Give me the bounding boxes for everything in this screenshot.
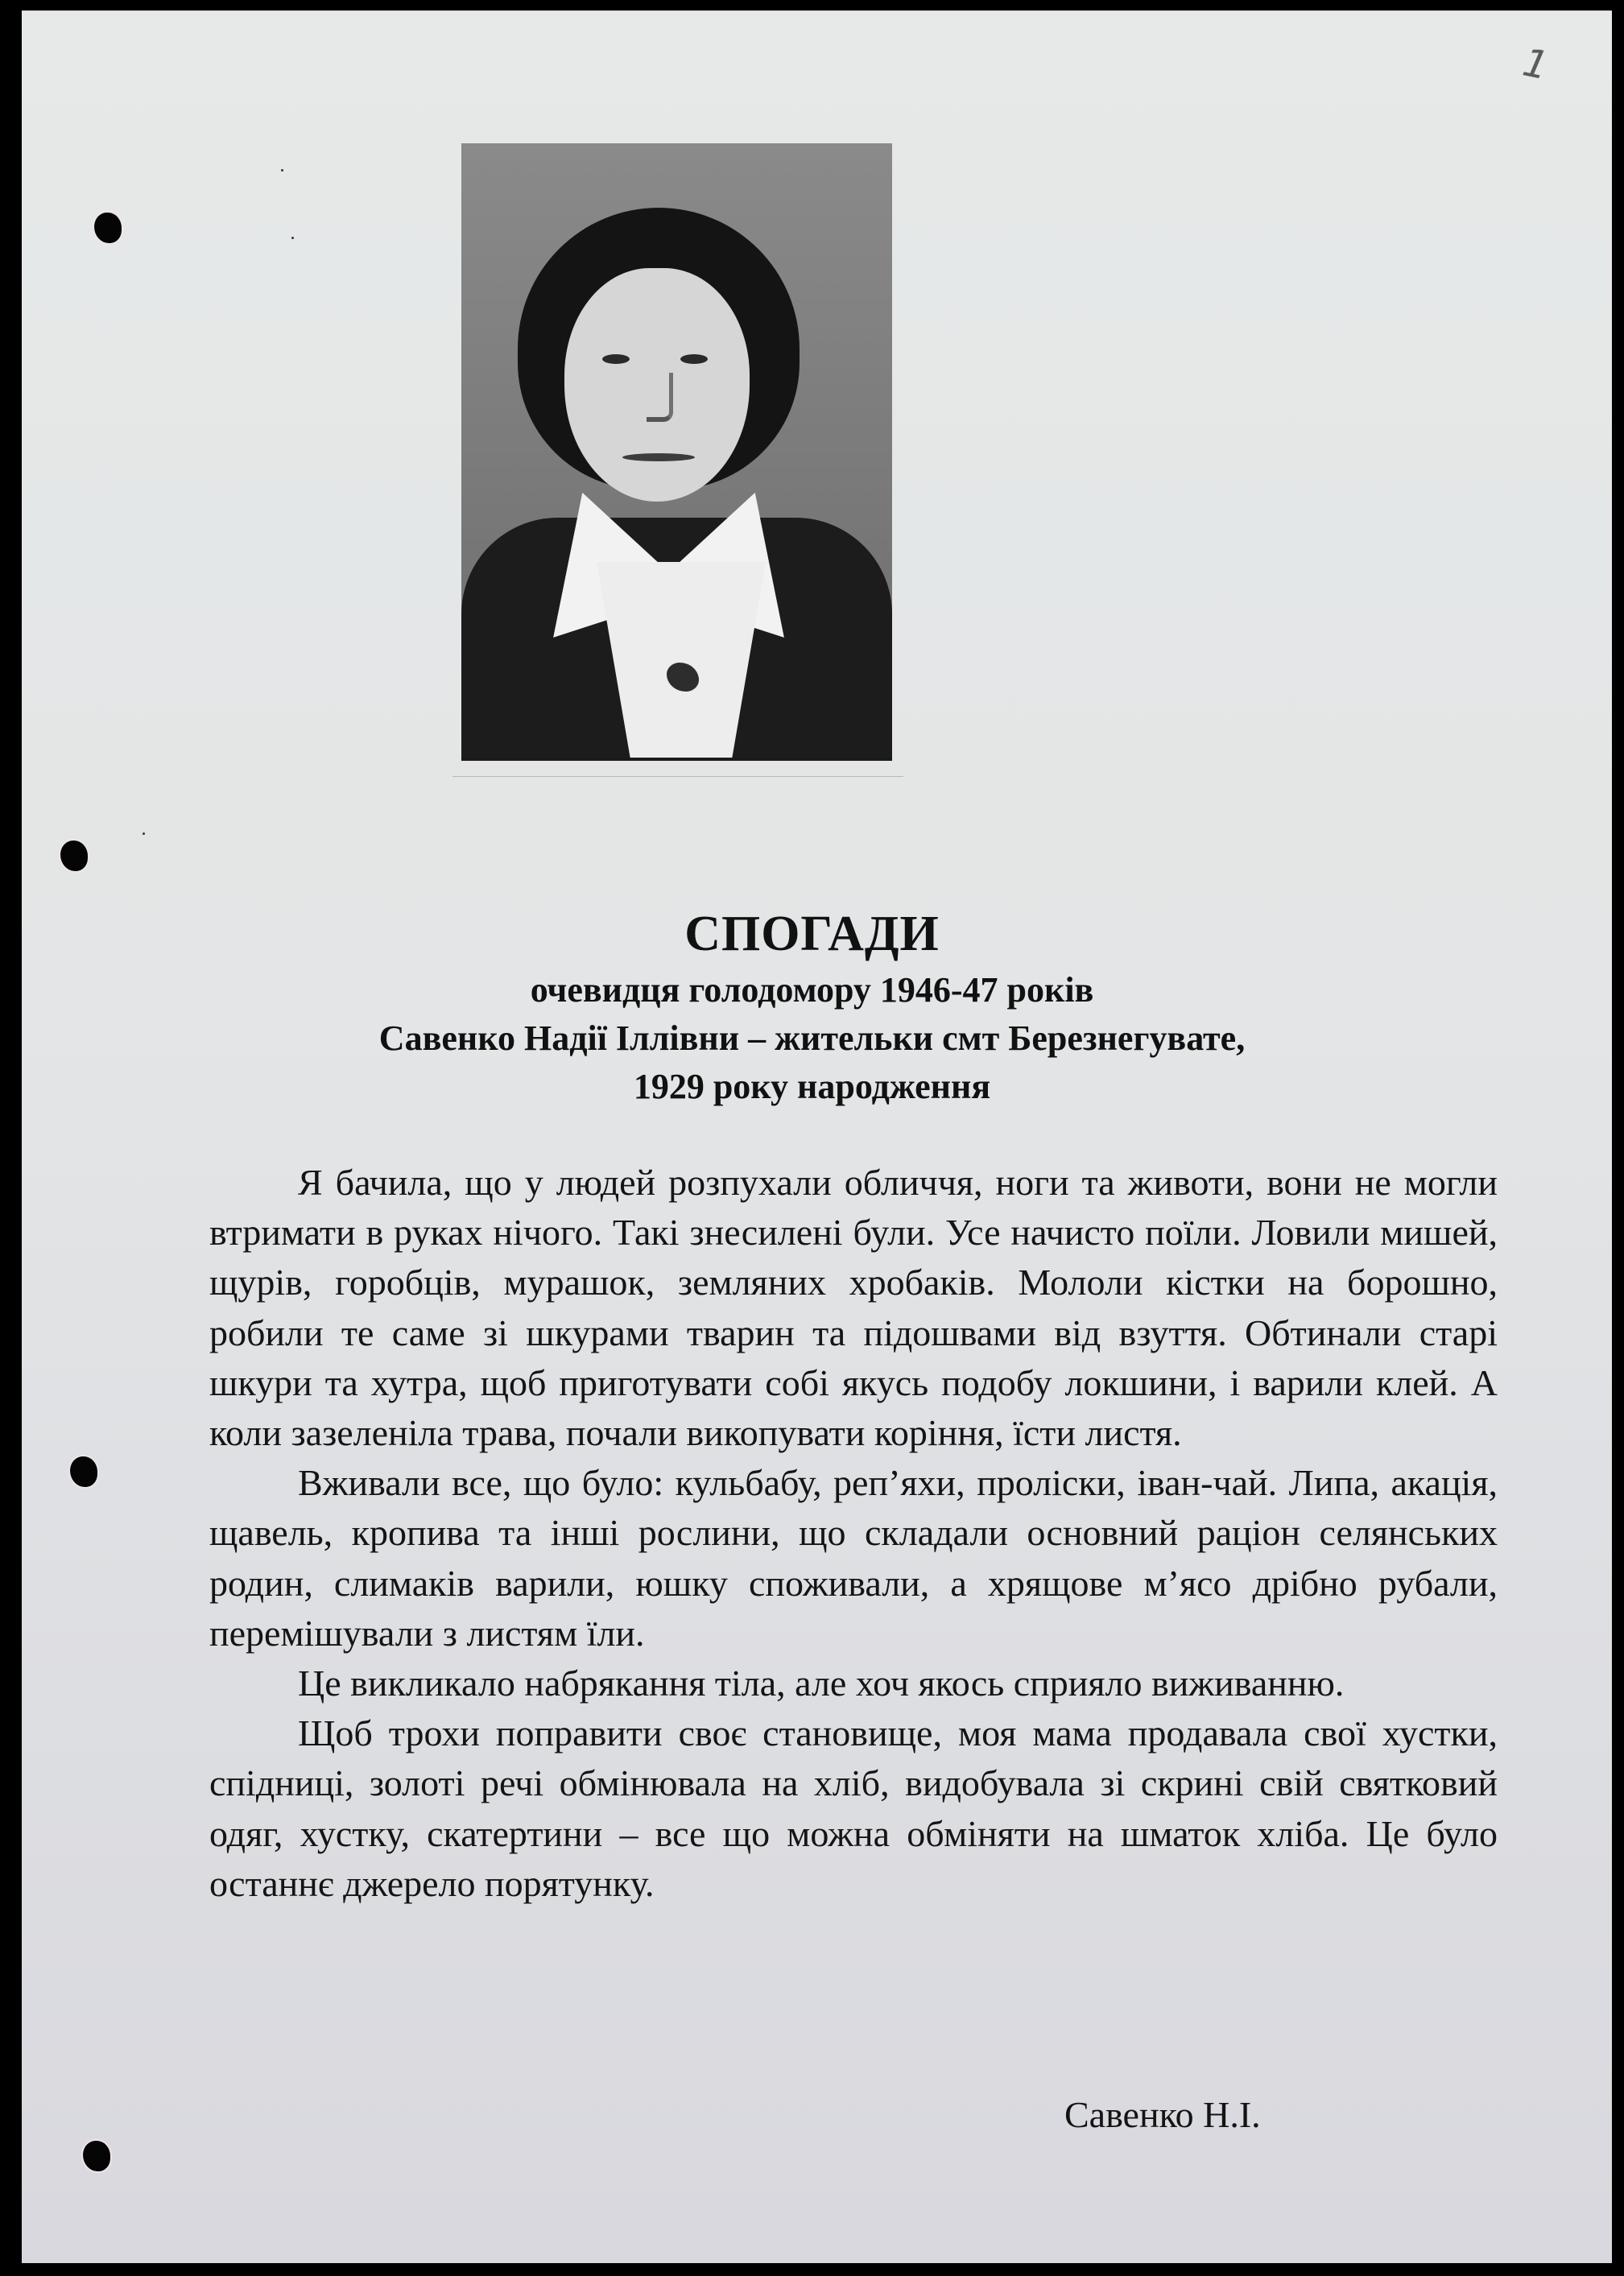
photo-divider bbox=[452, 776, 903, 777]
photo-mouth bbox=[622, 453, 695, 461]
paper-speck bbox=[291, 237, 294, 239]
document-title: СПОГАДИ bbox=[684, 907, 940, 961]
paper-speck bbox=[143, 832, 145, 835]
memoir-paragraph: Щоб трохи поправити своє становище, моя мама продавала свої хустки, спідниці, золоті речі обмінювала на хліб, видобувала зі скрині свій святковий одяг, хустку, скатертини – все що можна обміняти на шматок хліба. Це було останнє джерело порятунку. bbox=[209, 1712, 1498, 1904]
page-number: 1 bbox=[1519, 39, 1553, 89]
memoir-paragraph: Це викликало набрякання тіла, але хоч якось сприяло виживанню. bbox=[298, 1663, 1345, 1704]
document-subtitle-line: Савенко Надії Іллівни – жительки смт Березнегувате, bbox=[378, 1018, 1246, 1058]
document-subtitle-line: 1929 року народження bbox=[633, 1067, 991, 1106]
portrait-photo bbox=[461, 143, 892, 761]
document-heading bbox=[0, 902, 1624, 1111]
punch-hole bbox=[60, 841, 88, 871]
punch-hole bbox=[70, 1456, 97, 1487]
photo-eye bbox=[680, 354, 708, 364]
punch-hole bbox=[83, 2141, 110, 2171]
signature: Савенко Н.І. bbox=[1064, 2094, 1261, 2135]
paper-speck bbox=[281, 169, 283, 171]
punch-hole bbox=[94, 213, 122, 243]
memoir-paragraph: Я бачила, що у людей розпухали обличчя, ноги та животи, вони не могли втримати в руках нічого. Такі знесилені були. Усе начисто поїли. Ловили мишей, щурів, горобців, мурашок, земляних хробаків. Мололи кістки на борошно, робили те саме зі шкурами тварин та підошвами від взуття. Обтинали старі шкури та хутра, щоб приготувати собі якусь подобу локшини, і варили клей. А коли зазеленіла трава, почали викопувати коріння, їсти листя. bbox=[209, 1162, 1498, 1454]
photo-eye bbox=[602, 354, 630, 364]
document-subtitle-line: очевидця голодомору 1946-47 років bbox=[530, 970, 1094, 1010]
memoir-paragraph: Вживали все, що було: кульбабу, реп’яхи, проліски, іван-чай. Липа, акація, щавель, кропива та інші рослини, що складали основний раціон селянських родин, слимаків варили, юшку споживали, а хрящове м’ясо дрібно рубали, перемішували з листям їли. bbox=[209, 1462, 1498, 1654]
memoir-body bbox=[209, 1158, 1498, 1909]
photo-nose bbox=[647, 373, 673, 422]
